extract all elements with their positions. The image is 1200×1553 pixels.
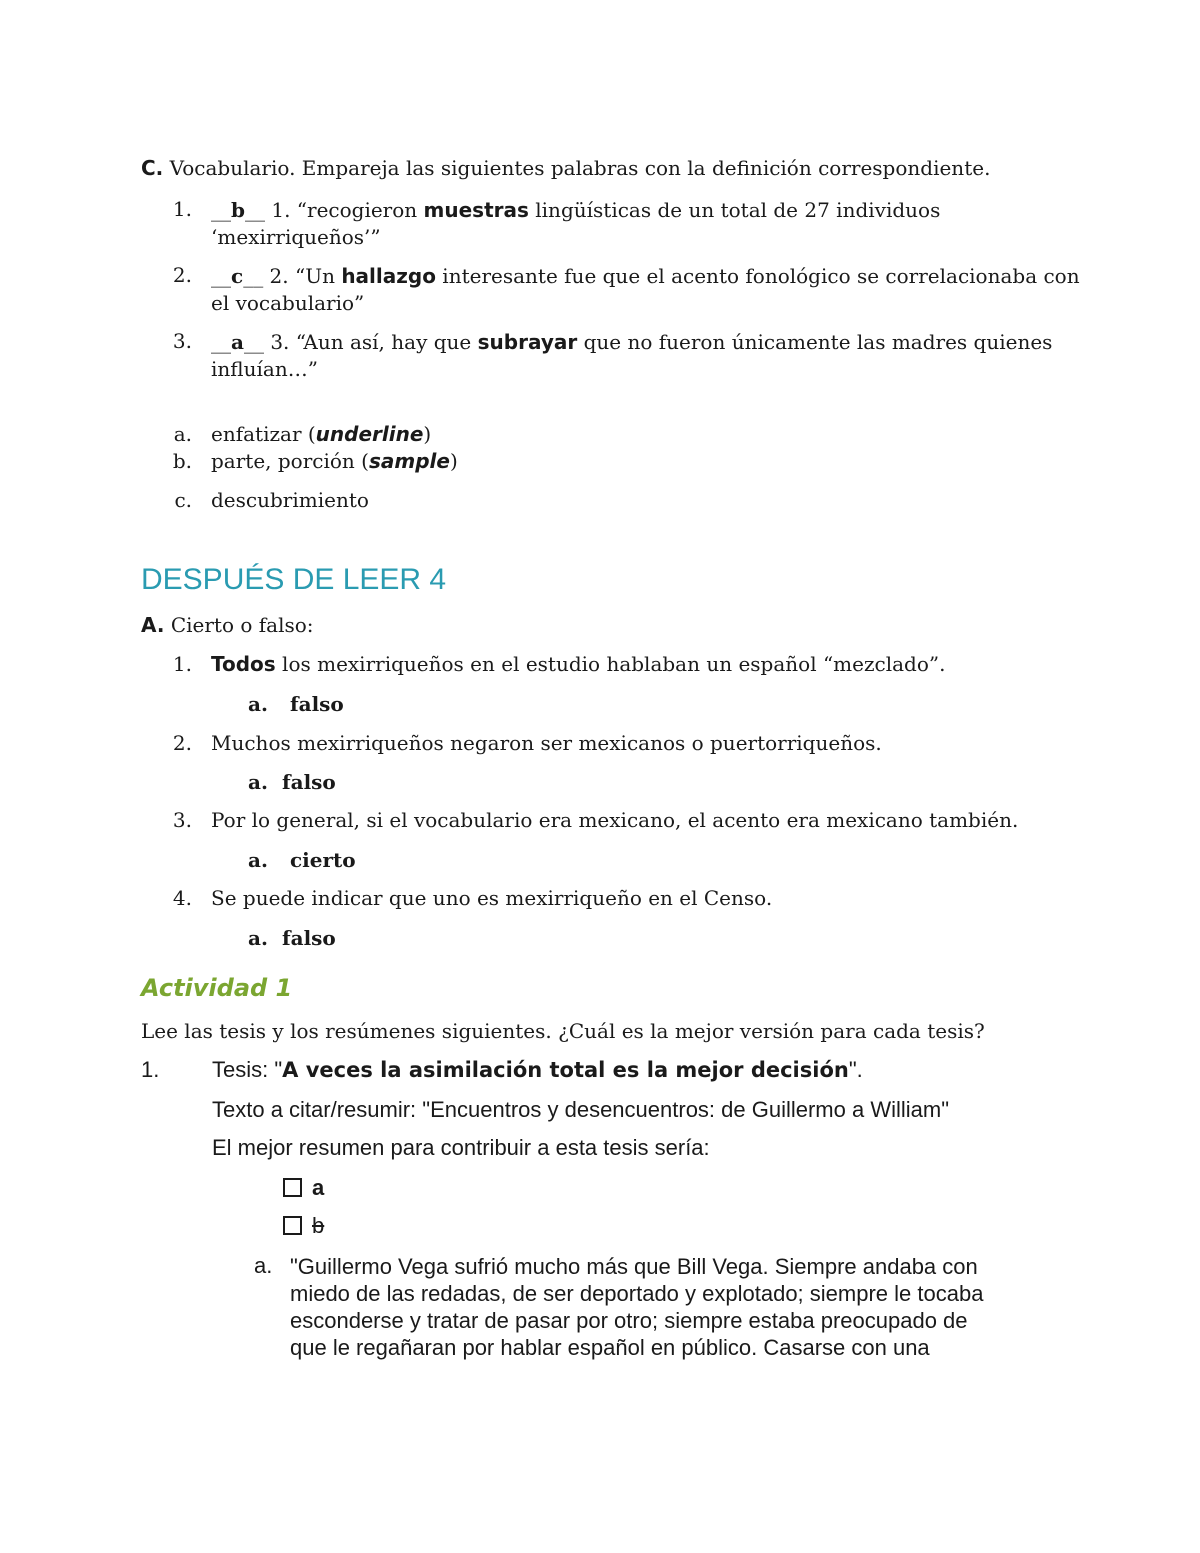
tf-answer: falso (282, 926, 336, 950)
definition-letter: c. (174, 488, 192, 512)
vocab-item: __c__ 2. “Un hallazgo interesante fue que el acento fonológico se correlacionaba con el vocabulario” (211, 264, 1080, 315)
vocab-item-number: 3. (172, 329, 192, 353)
tf-answer-letter: a. (248, 770, 268, 794)
definition-item: enfatizar (underline) (211, 422, 432, 446)
tf-answer-letter: a. (248, 692, 268, 716)
vocab-item: __b__ 1. “recogieron muestras lingüísticas de un total de 27 individuos ‘mexirriqueños’” (211, 198, 941, 249)
tf-answer: cierto (290, 848, 356, 872)
definition-letter: b. (172, 449, 192, 473)
resumen-line: El mejor resumen para contribuir a esta tesis sería: (212, 1135, 710, 1160)
vocab-answer: b (231, 198, 245, 222)
tf-item: Se puede indicar que uno es mexirriqueño en el Censo. (211, 886, 773, 910)
tf-answer: falso (282, 770, 336, 794)
section-c-instruction (141, 156, 990, 180)
vocab-item: __a__ 3. “Aun así, hay que subrayar que no fueron únicamente las madres quienes influían…” (211, 330, 1053, 381)
tf-answer-letter: a. (248, 926, 268, 950)
tf-item: Por lo general, si el vocabulario era mexicano, el acento era mexicano también. (211, 808, 1019, 832)
vocab-keyword: hallazgo (341, 264, 436, 288)
tf-item: Muchos mexirriqueños negaron ser mexicanos o puertorriqueños. (211, 731, 882, 755)
vocab-keyword: subrayar (477, 330, 578, 354)
vocab-answer: c (231, 264, 244, 288)
activity-instruction: Lee las tesis y los resúmenes siguientes. ¿Cuál es la mejor versión para cada tesis? (141, 1019, 985, 1043)
vocab-answer: a (231, 330, 244, 354)
tf-answer: falso (290, 692, 344, 716)
tf-item: Todos los mexirriqueños en el estudio hablaban un español “mezclado”. (211, 652, 946, 676)
vocab-item-number: 1. (172, 197, 192, 221)
section-heading: DESPUÉS DE LEER 4 (141, 563, 447, 596)
tesis-line: Tesis: "A veces la asimilación total es la mejor decisión". (212, 1057, 863, 1082)
vocab-keyword: muestras (423, 198, 529, 222)
vocab-item-number: 2. (172, 263, 192, 287)
option-b[interactable]: b (283, 1213, 324, 1239)
section-a-instruction: A. Cierto o falso: (141, 613, 314, 637)
checkbox-icon[interactable] (283, 1178, 302, 1197)
activity-heading: Actividad 1 (141, 974, 293, 1002)
section-a-label: A. (141, 613, 165, 637)
section-c-label: C. (141, 156, 164, 180)
tf-item-number: 1. (172, 652, 192, 676)
tf-answer-letter: a. (248, 848, 268, 872)
tf-item-number: 4. (172, 886, 192, 910)
tesis-text: A veces la asimilación total es la mejor decisión (282, 1058, 849, 1082)
option-a[interactable]: a (283, 1175, 324, 1201)
tf-item-number: 3. (172, 808, 192, 832)
texto-line: Texto a citar/resumir: "Encuentros y desencuentros: de Guillermo a William" (212, 1097, 950, 1122)
section-c-text: Vocabulario. Empareja las siguientes palabras con la definición correspondiente. (169, 156, 991, 180)
summary-letter: a. (254, 1253, 273, 1278)
tesis-item-number: 1. (141, 1057, 160, 1082)
summary-text: "Guillermo Vega sufrió mucho más que Bill Vega. Siempre andaba con miedo de las redadas, de ser deportado y explotado; siempre le tocaba esconderse y tratar de pasar por otro; siempre estaba preocupado de que le regañaran por hablar español en público. Casarse con una (290, 1254, 984, 1360)
definition-letter: a. (173, 422, 192, 446)
definition-item: descubrimiento (211, 488, 369, 512)
tf-item-number: 2. (172, 731, 192, 755)
definition-item: parte, porción (sample) (211, 449, 458, 473)
checkbox-icon[interactable] (283, 1216, 302, 1235)
